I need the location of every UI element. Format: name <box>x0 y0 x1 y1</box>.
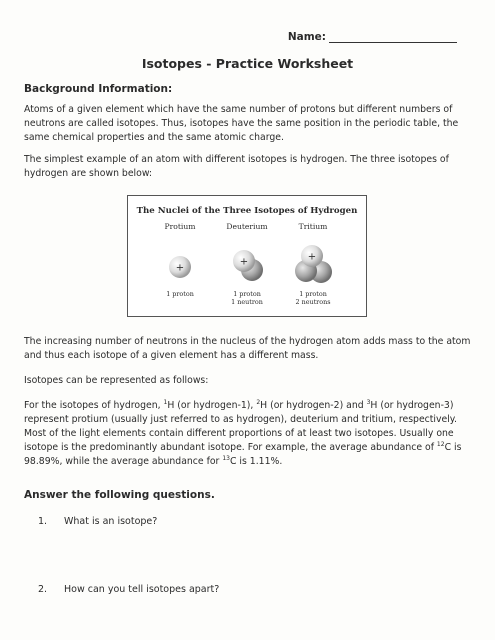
hydrogen-isotopes-figure <box>127 195 367 317</box>
plus-icon: + <box>239 256 249 268</box>
question-number: 1. <box>38 516 48 527</box>
plus-icon: + <box>307 251 317 263</box>
protium-label: Protium <box>164 222 196 231</box>
question-1 <box>38 516 157 527</box>
protium-nucleus <box>169 256 191 278</box>
background-heading: Background Information: <box>24 83 173 95</box>
background-paragraph-2: The simplest example of an atom with different isotopes is hydrogen. The three isotopes of hydrogen are shown below: <box>24 154 449 179</box>
protium-composition: 1 proton <box>166 290 194 298</box>
page-title: Isotopes - Practice Worksheet <box>141 56 354 71</box>
deuterium-column <box>216 222 278 306</box>
deuterium-composition: 1 proton 1 neutron <box>231 290 263 306</box>
plus-icon: + <box>175 262 185 274</box>
representation-intro: Isotopes can be represented as follows: <box>24 375 209 386</box>
tritium-composition: 1 proton 2 neutrons <box>295 290 331 306</box>
question-text: What is an isotope? <box>64 516 158 527</box>
name-label: Name: <box>287 31 326 43</box>
question-text: How can you tell isotopes apart? <box>64 584 220 595</box>
name-field <box>288 31 457 43</box>
mass-paragraph: The increasing number of neutrons in the nucleus of the hydrogen atom adds mass to the atom and thus each isotope of a given element has a different mass. <box>24 336 471 361</box>
tritium-label: Tritium <box>298 222 328 231</box>
question-number: 2. <box>38 584 48 595</box>
isotope-notation-paragraph: For the isotopes of hydrogen, $^1$H (or hydrogen-1), $^2$H (or hydrogen-2) and $^3$H (or hydrogen-3) represent protium (usually just referred to as hydrogen), deuterium and tritium, respectively. Most of the light elements contain different proportions of at least two isotopes. Usually one isotope is the predominantly abundant isotope. For example, the average abundance of $^{12}$C is 98.89%, while the average abundance for $^{13}$C is 1.11%. <box>24 399 462 467</box>
figure-title: The Nuclei of the Three Isotopes of Hydrogen <box>136 206 358 216</box>
protium-column <box>149 222 211 298</box>
name-blank-line <box>329 31 457 43</box>
deuterium-label: Deuterium <box>226 222 268 231</box>
deuterium-nucleus <box>233 250 263 281</box>
background-paragraph-1: Atoms of a given element which have the same number of protons but different numbers of neutrons are called isotopes. Thus, isotopes have the same position in the periodic table, the same chemical properties and the same atomic charge. <box>24 104 459 143</box>
tritium-nucleus <box>295 245 332 283</box>
question-2 <box>38 584 219 595</box>
questions-heading: Answer the following questions. <box>24 489 215 501</box>
tritium-column <box>282 222 344 306</box>
